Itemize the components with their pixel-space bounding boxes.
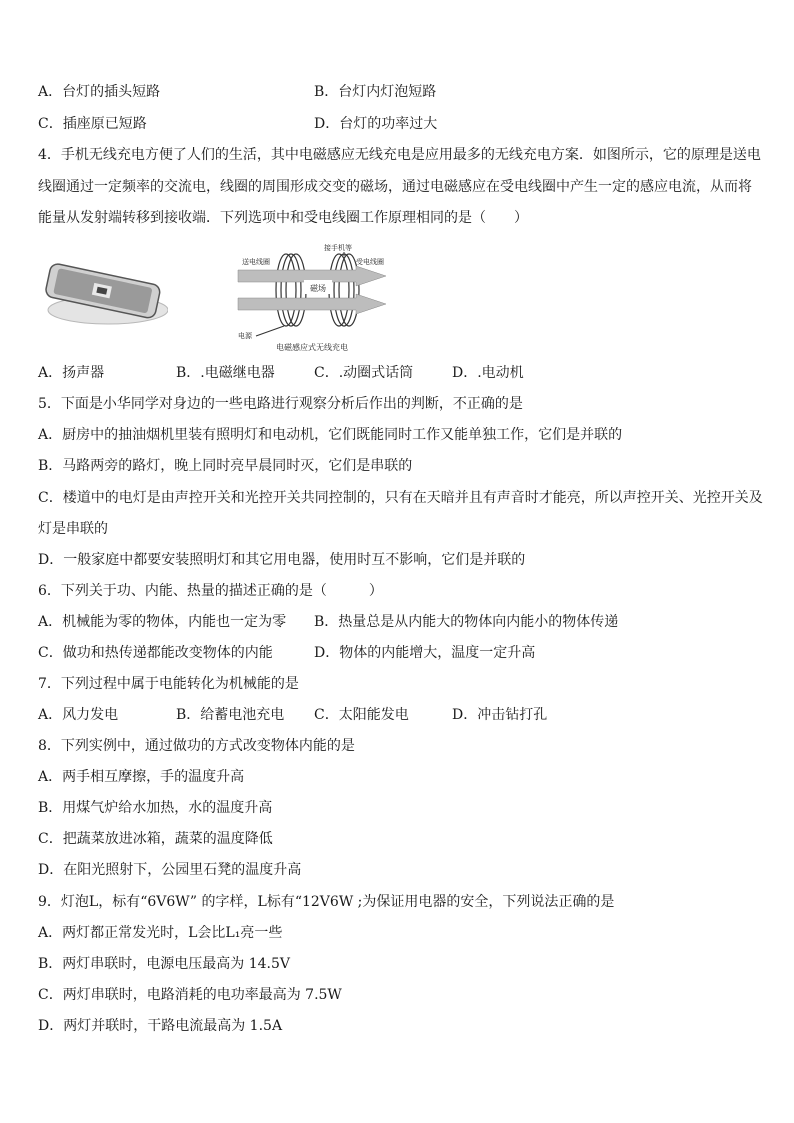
q5-option-a: A．厨房中的抽油烟机里装有照明灯和电动机，它们既能同时工作又能单独工作，它们是并联的 bbox=[38, 427, 623, 443]
q8-option-b: B．用煤气炉给水加热，水的温度升高 bbox=[38, 800, 273, 816]
q8-option-d: D．在阳光照射下，公园里石凳的温度升高 bbox=[38, 862, 302, 878]
q8-option-a: A．两手相互摩擦，手的温度升高 bbox=[38, 769, 245, 785]
q6-option-d: D．物体的内能增大，温度一定升高 bbox=[314, 645, 536, 661]
q9-stem: 9．灯泡L，标有“6V6W” 的字样，L标有“12V6W ;为保证用电器的安全，下列说法正确的是 bbox=[38, 894, 615, 910]
q6-option-c: C．做功和热传递都能改变物体的内能 bbox=[38, 645, 273, 661]
q4-option-d: D．.电动机 bbox=[452, 365, 524, 381]
q6-stem: 6．下列关于功、内能、热量的描述正确的是（ ） bbox=[38, 583, 383, 599]
q8-stem: 8．下列实例中，通过做功的方式改变物体内能的是 bbox=[38, 738, 355, 754]
q9-option-c: C．两灯串联时，电路消耗的电功率最高为 7.5W bbox=[38, 987, 342, 1003]
q7-option-d: D．冲击钻打孔 bbox=[452, 707, 548, 723]
figure-caption: 电磁感应式无线充电 bbox=[276, 343, 348, 352]
q5-option-b: B．马路两旁的路灯，晚上同时亮早晨同时灭，它们是串联的 bbox=[38, 458, 413, 474]
power-label: 电源 bbox=[238, 332, 252, 340]
q7-option-b: B．给蓄电池充电 bbox=[176, 707, 285, 723]
q7-stem: 7．下列过程中属于电能转化为机械能的是 bbox=[38, 676, 299, 692]
q4-stem-line2: 线圈通过一定频率的交流电，线圈的周围形成交变的磁场，通过电磁感应在受电线圈中产生一定的感应电流，从而将 bbox=[38, 179, 752, 195]
send-coil-label: 送电线圈 bbox=[242, 258, 270, 266]
q5-option-c-line1: C．楼道中的电灯是由声控开关和光控开关共同控制的，只有在天暗并且有声音时才能亮，所以声控开关、光控开关及 bbox=[38, 490, 763, 506]
q6-option-a: A．机械能为零的物体，内能也一定为零 bbox=[38, 614, 287, 630]
q3-option-c: C．插座原已短路 bbox=[38, 116, 147, 132]
q4-option-b: B．.电磁继电器 bbox=[176, 365, 275, 381]
q4-figures bbox=[38, 242, 458, 357]
phone-label: 接手机等 bbox=[324, 244, 352, 252]
q7-option-c: C．太阳能发电 bbox=[314, 707, 409, 723]
q4-stem-line3: 能量从发射端转移到接收端．下列选项中和受电线圈工作原理相同的是（ ） bbox=[38, 210, 528, 226]
q5-option-c-line2: 灯是串联的 bbox=[38, 521, 108, 537]
q7-option-a: A．风力发电 bbox=[38, 707, 119, 723]
induction-coil-diagram bbox=[236, 242, 456, 354]
q3-option-a: A．台灯的插头短路 bbox=[38, 84, 161, 100]
field-label: 磁场 bbox=[310, 284, 326, 293]
q9-option-d: D．两灯并联时，干路电流最高为 1.5A bbox=[38, 1018, 283, 1034]
q9-option-a: A．两灯都正常发光时，L会比L₁亮一些 bbox=[38, 925, 283, 941]
q3-option-b: B．台灯内灯泡短路 bbox=[314, 84, 437, 100]
q9-option-b: B．两灯串联时，电源电压最高为 14.5V bbox=[38, 956, 291, 972]
q4-option-c: C．.动圈式话筒 bbox=[314, 365, 414, 381]
q8-option-c: C．把蔬菜放进冰箱，蔬菜的温度降低 bbox=[38, 831, 273, 847]
phone-charging-image bbox=[38, 260, 168, 330]
q5-stem: 5．下面是小华同学对身边的一些电路进行观察分析后作出的判断，不正确的是 bbox=[38, 396, 523, 412]
receive-coil-label: 受电线圈 bbox=[356, 258, 384, 266]
q4-stem-line1: 4．手机无线充电方便了人们的生活，其中电磁感应无线充电是应用最多的无线充电方案．如图所示，它的原理是送电 bbox=[38, 147, 761, 163]
q5-option-d: D．一般家庭中都要安装照明灯和其它用电器，使用时互不影响，它们是并联的 bbox=[38, 552, 526, 568]
q3-option-d: D．台灯的功率过大 bbox=[314, 116, 438, 132]
q4-option-a: A．扬声器 bbox=[38, 365, 105, 381]
q6-option-b: B．热量总是从内能大的物体向内能小的物体传递 bbox=[314, 614, 619, 630]
